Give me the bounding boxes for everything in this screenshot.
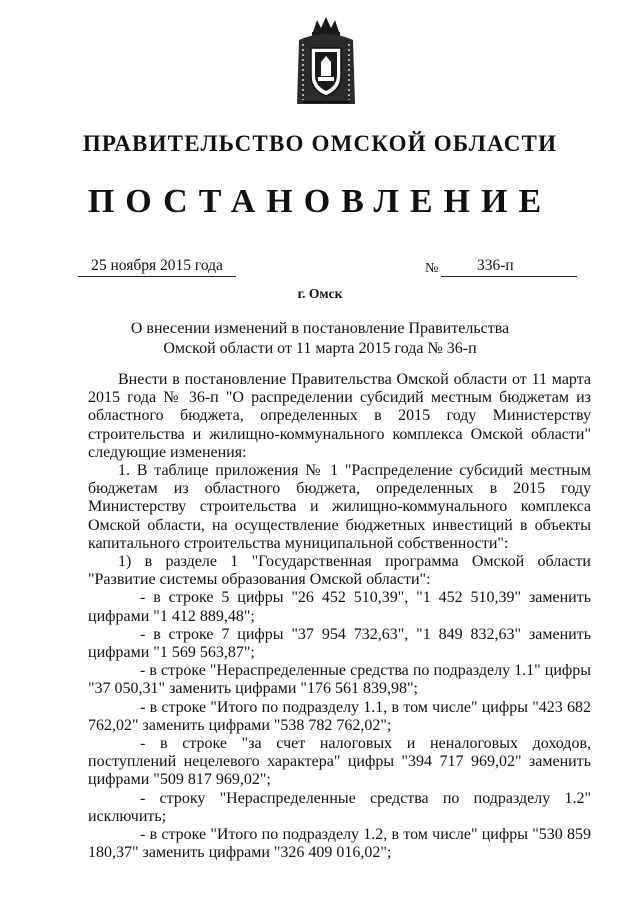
- document-number: 336-п: [477, 257, 514, 274]
- subject-line-2: Омской области от 11 марта 2015 года № 36-п: [163, 340, 477, 357]
- body-paragraph: 1) в разделе 1 "Государственная программа Омской области "Развитие системы образования Омской области":: [88, 553, 591, 589]
- city-label: г. Омск: [297, 286, 343, 301]
- body-paragraph: - в строке "за счет налоговых и неналоговых доходов, поступлений нецелевого характера" цифры "394 717 969,02" заменить цифрами "509 817 969,02";: [88, 735, 591, 789]
- organization-title: ПРАВИТЕЛЬСТВО ОМСКОЙ ОБЛАСТИ: [82, 131, 558, 156]
- body-paragraph: - в строке 7 цифры "37 954 732,63", "1 849 832,63" заменить цифрами "1 569 563,87";: [88, 625, 591, 662]
- document-number-field: [441, 257, 577, 277]
- document-body: [88, 371, 591, 862]
- document-type-title: ПОСТАНОВЛЕНИЕ: [87, 183, 553, 220]
- subject-line-1: О внесении изменений в постановление Правительства: [130, 320, 510, 337]
- body-paragraph: - в строке 5 цифры "26 452 510,39", "1 452 510,39" заменить цифрами "1 412 889,48";: [88, 589, 591, 625]
- body-paragraph: Внести в постановление Правительства Омской области от 11 марта 2015 года № 36-п "О распределении субсидий местным бюджетам из областного бюджета, определенных в 2015 году Министерству строительства и жилищно-коммунального комплекса Омской области" следующие изменения:: [88, 371, 591, 461]
- omsk-coat-of-arms-icon: [293, 14, 359, 108]
- number-prefix: №: [425, 261, 439, 276]
- body-paragraph: - в строке "Нераспределенные средства по подразделу 1.1" цифры "37 050,31" заменить цифрами "176 561 839,98";: [88, 662, 591, 698]
- body-paragraph: - в строке "Итого по подразделу 1.2, в том числе" цифры "530 859 180,37" заменить цифрами "326 409 016,02";: [88, 826, 591, 862]
- document-subject: [0, 319, 640, 359]
- body-paragraph: - строку "Нераспределенные средства по подразделу 1.2" исключить;: [88, 789, 591, 825]
- body-paragraph: 1. В таблице приложения № 1 "Распределение субсидий местным бюджетам из областного бюджета, определенных в 2015 году Министерству строительства и жилищно-коммунального комплекса Омской области, на осуществление бюджетных инвестиций в объекты капитального строительства муниципальной собственности":: [88, 462, 591, 552]
- body-paragraph: - в строке "Итого по подразделу 1.1, в том числе" цифры "423 682 762,02" заменить цифрами "538 782 762,02";: [88, 698, 591, 734]
- document-date: 25 ноября 2015 года: [78, 257, 236, 277]
